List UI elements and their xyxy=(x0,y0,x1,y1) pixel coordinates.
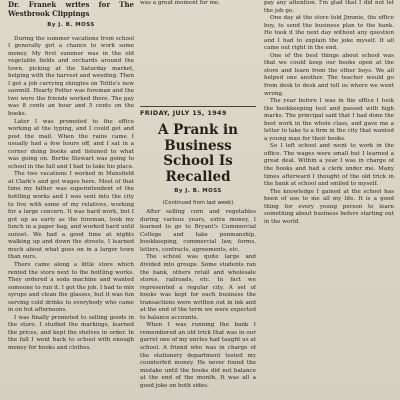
middle-paragraph: After selling corn and vegetables during various years, extra money, I learned to go to Bryant's Commercial College and take penmanship, bookkeeping, commercial law, forms, letters, contracts, agreements, etc. xyxy=(140,209,256,253)
middle-top-paragraph: was a great moment for me. xyxy=(140,0,221,6)
right-paragraph: One day at the store told Jimmie, the office boy, to send the business plan to the bank. He took it the next day without any question and I had to explain the joke myself. It all came out right in the end. xyxy=(264,15,394,52)
right-paragraph: The knowledge I gained at the school has been of use to me all my life. It is a good thing for every young person to learn something about business before starting out in the world. xyxy=(264,188,394,225)
right-paragraph: One of the best things about school was that we could keep our books open at the store and learn from the other boys. We all helped one another. The teacher would go from desk to desk and tell us where we went wrong. xyxy=(264,52,394,97)
left-head-fragment: Dr. Franek writes for The Westbrook Clippings xyxy=(8,0,134,18)
left-column xyxy=(8,0,134,400)
left-byline: By J. B. MOSS xyxy=(47,22,95,28)
right-paragraph: The year before I was in the office I took the bookkeeping test and passed with high marks. The principal said that I had done the best work in the whole class, and gave me a letter to take to a firm in the city that wanted a young man for their books. xyxy=(264,98,394,142)
middle-paragraph: When I was running the bank I remembered an old trick that was in our garret one of my uncles had taught us at school. A friend who was in charge of the stationery department tested my counterfeit money. He never found the mistake until the books did not balance at the end of the month. It was all a good joke on both sides. xyxy=(140,322,256,389)
middle-paragraph: The school was quite large and divided into groups. Some students ran the bank, others retail and wholesale stores, railroads, etc. In fact we represented a regular city. A set of books was kept for each business the transactions were written out in ink and at the end of the term we were expected to balance accounts. xyxy=(140,254,256,321)
spacer xyxy=(140,8,256,104)
left-paragraph: During the summer vacations from school I generally got a chance to work some money. My first summer was in the old vegetable fields and orchards around the town, picking at the Saturday market, helping with the harvest and weeding. Then I got a job carrying shingles on Tottle's new sawmill. Hearty Potter was foreman and the two were the friends worked there. The pay was 8 cents an hour and 5 cents on the books. xyxy=(8,35,134,118)
right-column xyxy=(264,0,394,400)
right-top-paragraph: pay any attention. I'm glad that I did not let the job go. xyxy=(264,0,394,14)
right-paragraph: So I left school and went to work in the office. The wages were small but I learned a great deal. Within a year I was in charge of the books and had a clerk under me. Many times afterward I thought of the old trick in the bank at school and smiled to myself. xyxy=(264,143,394,188)
left-paragraph: Later I was promoted to the office working at the typing, and I could get and post the mail. When the rains came I usually had a few hours off, and I sat in a corner doing books and listened to what was going on. Bertie Stewart was going to school in the fall and I had to take his place. xyxy=(8,118,134,170)
left-paragraph: The two vacations I worked in Mansfield at Clark's and got wages here. Most of that time my father was superintendent of the bottling works and I was sent into the city to live with some of my relatives, working for a large concern. It was hard work, but I got up as early as the foreman, took my lunch in a paper bag, and worked hard until sunset. We had a good time at nights walking up and down the streets. I learned much about what goes on in a larger town than ours. xyxy=(8,171,134,261)
middle-byline: By J. B. MOSS xyxy=(174,188,222,195)
left-paragraph: I was finally promoted to selling goods in the store. I studied the markings, learned the prices, and kept the shelves in order. In the fall I went back to school with enough money for books and clothes. xyxy=(8,314,134,351)
dateline: FRIDAY, JULY 15, 1949 xyxy=(140,106,256,118)
middle-column xyxy=(140,0,256,400)
left-paragraph: There came along a little store which rented the store next to the bottling works. They ordered a soda machine and wanted someone to run it. I got the job. I had to mix syrups and clean the glasses, but it was fun serving cold drinks to everybody who came in on hot afternoons. xyxy=(8,261,134,314)
continued-note: (Continued from last week) xyxy=(162,199,234,206)
headline: A Prank in Business School Is Recalled xyxy=(158,122,238,185)
